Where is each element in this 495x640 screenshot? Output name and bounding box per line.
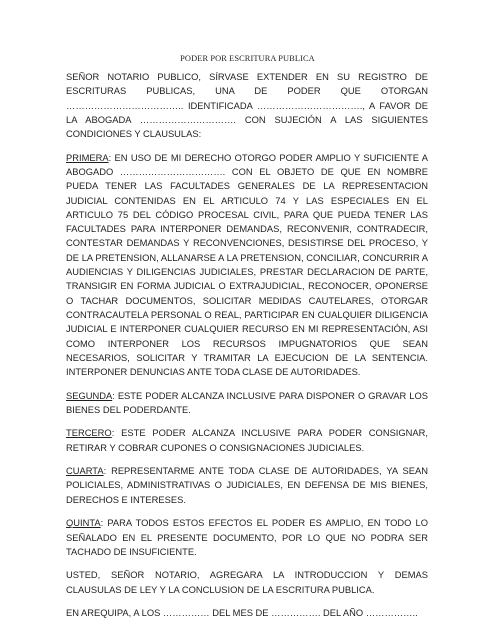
document-body xyxy=(66,70,428,630)
clause-label: QUINTA xyxy=(66,518,101,529)
intro-paragraph: SEÑOR NOTARIO PUBLICO, SÍRVASE EXTENDER EN SU REGISTRO DE ESCRITURAS PUBLICAS, UNA DE PODER QUE OTORGAN ……………………………….. IDENTIFICADA ……………………………., A FAVOR DE LA ABOGADA …………………………. CON SUJECIÓN A LAS SIGUIENTES CONDICIONES Y CLAUSULAS: xyxy=(66,72,428,140)
clause-cuarta xyxy=(66,464,428,507)
closing-paragraph: USTED, SEÑOR NOTARIO, AGREGARA LA INTRODUCCION Y DEMAS CLAUSULAS DE LEY Y LA CONCLUSION DE LA ESCRITURA PUBLICA. xyxy=(66,570,428,595)
clause-text: : EN USO DE MI DERECHO OTORGO PODER AMPLIO Y SUFICIENTE A ABOGADO ……………………………. CON EL OBJETO DE QUE EN NOMBRE PUEDA TENER LAS FACULTADES GENERALES DE LA REPRESENTACION JUDICIAL CONTENIDAS EN EL ARTICULO 74 Y LAS ESPECIALES EN EL ARTICULO 75 DEL CÓDIGO PROCESAL CIVIL, PARA QUE PUEDA TENER LAS FACULTADES PARA INTERPONER DEMANDAS, RECONVENIR, CONTRADECIR, CONTESTAR DEMANDAS Y RECONVENCIONES, DESISTIRSE DEL PROCESO, Y DE LA PRETENSION, ALLANARSE A LA PRETENSION, CONCILIAR, CONCURRIR A AUDIENCIAS Y DILIGENCIAS JUDICIALES, PRESTAR DECLARACION DE PARTE, TRANSIGIR EN FORMA JUDICIAL O EXTRAJUDICIAL, RECONOCER, OPONERSE O TACHAR DOCUMENTOS, SOLICITAR MEDIDAS CAUTELARES, OTORGAR CONTRACAUTELA PERSONAL O REAL, PARTICIPAR EN CUALQUIER DILIGENCIA JUDICIAL E INTERPONER CUALQUIER RECURSO EN MI REPRESENTACIÓN, ASI COMO INTERPONER LOS RECURSOS IMPUGNATORIOS QUE SEAN NECESARIOS, SOLICITAR Y TRAMITAR LA EJECUCION DE LA SENTENCIA. INTERPONER DENUNCIAS ANTE TODA CLASE DE AUTORIDADES. xyxy=(66,152,428,378)
clause-segunda xyxy=(66,389,428,418)
clause-text: : ESTE PODER ALCANZA INCLUSIVE PARA PODER CONSIGNAR, RETIRAR Y COBRAR CUPONES O CONSIGNACIONES JUDICIALES. xyxy=(66,428,428,453)
clause-label: PRIMERA xyxy=(66,152,109,163)
clause-label: SEGUNDA xyxy=(66,390,113,401)
clause-tercero xyxy=(66,426,428,455)
clause-quinta xyxy=(66,516,428,559)
clause-primera xyxy=(66,151,428,380)
clause-label: CUARTA xyxy=(66,466,104,477)
document-title: PODER POR ESCRITURA PUBLICA xyxy=(180,54,315,63)
clause-text: : REPRESENTARME ANTE TODA CLASE DE AUTORIDADES, YA SEAN POLICIALES, ADMINISTRATIVAS O JUDICIALES, EN DEFENSA DE MIS BIENES, DERECHOS E INTERESES. xyxy=(66,466,428,505)
date-line: EN AREQUIPA, A LOS …………… DEL MES DE ……………. DEL AÑO …………….. xyxy=(66,608,418,619)
clause-text: : PARA TODOS ESTOS EFECTOS EL PODER ES AMPLIO, EN TODO LO SEÑALADO EN EL PRESENTE DOCUMENTO, POR LO QUE NO PODRA SER TACHADO DE INSUFICIENTE. xyxy=(66,518,428,557)
clause-label: TERCERO xyxy=(66,428,112,439)
clause-text: : ESTE PODER ALCANZA INCLUSIVE PARA DISPONER O GRAVAR LOS BIENES DEL PODERDANTE. xyxy=(66,390,428,415)
